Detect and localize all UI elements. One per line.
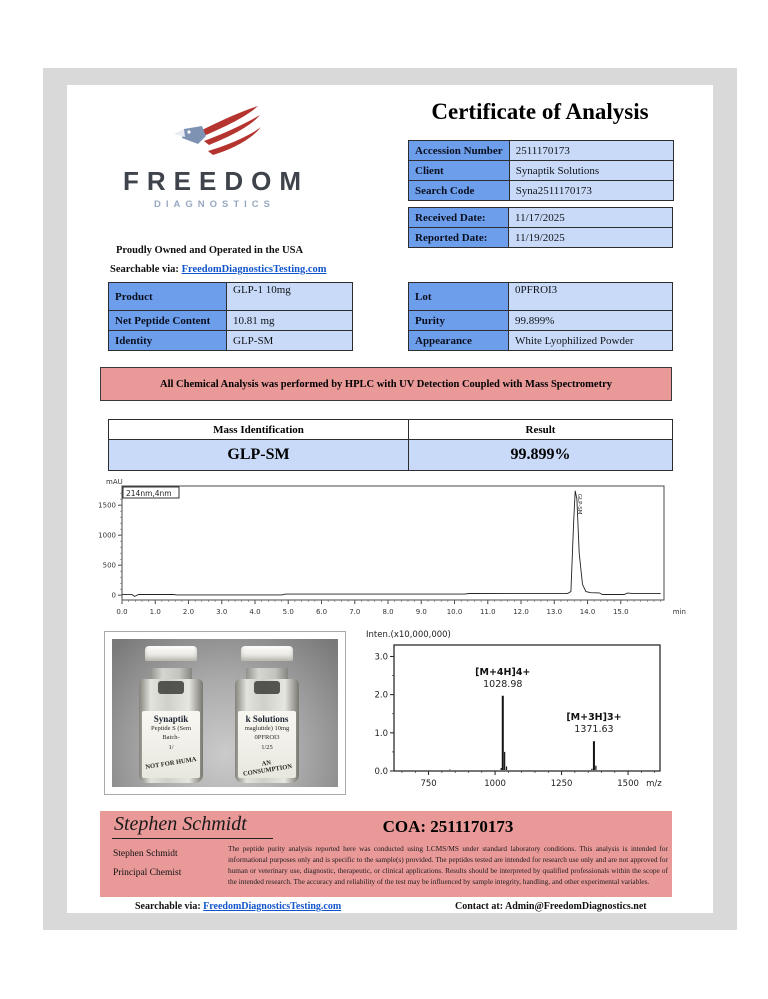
lot-value: 99.899% [509, 311, 673, 331]
svg-text:11.0: 11.0 [479, 608, 496, 616]
svg-text:0.0: 0.0 [374, 767, 388, 777]
lot-label: Purity [409, 311, 509, 331]
freedom-logo [122, 105, 309, 210]
svg-text:1250: 1250 [550, 779, 573, 789]
hplc-chromatogram [92, 476, 692, 626]
svg-text:min: min [672, 608, 686, 616]
info-value: Synaptik Solutions [509, 161, 673, 181]
lot-value: 0PFROI3 [509, 283, 673, 311]
lot-label: Lot [409, 283, 509, 311]
svg-text:2.0: 2.0 [182, 608, 195, 616]
vial-left [128, 646, 214, 784]
accession-info-table [408, 140, 674, 201]
vial-label-line: 1/25 [261, 743, 273, 751]
product-value: GLP-SM [227, 331, 353, 351]
mass-id-value: GLP-SM [109, 440, 409, 471]
vial-photo-background [112, 639, 338, 787]
svg-text:9.0: 9.0 [415, 608, 427, 616]
footer-contact-label: Contact at: [455, 901, 504, 912]
vial-cap [145, 646, 197, 661]
svg-text:10.0: 10.0 [446, 608, 463, 616]
footer-searchable-link[interactable]: FreedomDiagnosticsTesting.com [203, 901, 342, 912]
vial-label-line: NOT FOR HUMA [145, 756, 197, 772]
vial-body [235, 679, 299, 783]
eagle-stripes-icon [162, 105, 262, 161]
date-label: Received Date: [409, 208, 509, 228]
info-label: Accession Number [409, 141, 510, 161]
signatory-name: Stephen Schmidt [113, 849, 178, 859]
svg-text:1028.98: 1028.98 [483, 678, 523, 690]
svg-text:[M+4H]4+: [M+4H]4+ [475, 666, 531, 678]
mass-spectrum [358, 625, 684, 801]
page-title: Certificate of Analysis [431, 99, 649, 124]
vial-cap-rim [239, 660, 296, 668]
result-header: Result [409, 420, 673, 440]
date-value: 11/17/2025 [509, 208, 673, 228]
document-outer-frame [43, 68, 737, 930]
vial-stopper [158, 681, 184, 694]
vial-cap-rim [143, 660, 200, 668]
info-value: 2511170173 [509, 141, 673, 161]
date-value: 11/19/2025 [509, 228, 673, 248]
searchable-via-top [110, 264, 327, 275]
info-value: Syna2511170173 [509, 181, 673, 201]
svg-text:8.0: 8.0 [382, 608, 394, 616]
svg-text:214nm,4nm: 214nm,4nm [126, 489, 172, 498]
analysis-method-banner: All Chemical Analysis was performed by HPLC with UV Detection Coupled with Mass Spectrometry [100, 367, 672, 401]
vial-label-line: 0PFROI3 [254, 734, 280, 742]
svg-text:Inten.(x10,000,000): Inten.(x10,000,000) [366, 630, 451, 640]
svg-text:15.0: 15.0 [612, 608, 629, 616]
vial-label-line: maglutide) 10mg [244, 725, 290, 732]
footer-contact [455, 901, 647, 912]
vial-photo [104, 631, 346, 795]
lot-table [408, 282, 673, 351]
svg-text:0: 0 [111, 591, 116, 600]
product-label: Identity [109, 331, 227, 351]
vial-cap [241, 646, 293, 661]
vial-label-line: Peptide S (Sem [150, 725, 192, 732]
product-label: Product [109, 283, 227, 311]
product-value: GLP-1 10mg [227, 283, 353, 311]
svg-text:1500: 1500 [98, 501, 116, 510]
signatory-role: Principal Chemist [113, 868, 182, 878]
svg-text:1.0: 1.0 [149, 608, 161, 616]
svg-text:7.0: 7.0 [349, 608, 361, 616]
svg-text:3.0: 3.0 [374, 652, 388, 663]
svg-text:3.0: 3.0 [216, 608, 228, 616]
svg-text:500: 500 [102, 561, 116, 570]
coa-number: COA: 2511170173 [382, 817, 514, 836]
svg-text:14.0: 14.0 [579, 608, 596, 616]
mass-identification-table [108, 419, 673, 471]
disclaimer-text: The peptide purity analysis reported here was conducted using LCMS/MS under standard laboratory conditions. This analysis is intended for informational purposes only and is specific to the sample(s) provided. The peptides tested are intended for research use only and are not approved for human or veterinary use, diagnostic, therapeutic, or clinical applications. Results should be interpreted by qualified professionals within the scope of the intended research. The accuracy and reliability of the test may be influenced by sample integrity, handling, and other experimental variables. [228, 844, 668, 886]
svg-text:4.0: 4.0 [249, 608, 261, 616]
svg-text:1371.63: 1371.63 [574, 724, 614, 736]
svg-text:[M+3H]3+: [M+3H]3+ [566, 712, 622, 724]
svg-text:mAU: mAU [106, 478, 123, 486]
vial-label-line: Synaptik [153, 714, 189, 724]
document-page [67, 85, 713, 913]
vial-label [142, 711, 200, 778]
product-value: 10.81 mg [227, 311, 353, 331]
svg-text:0.0: 0.0 [116, 608, 128, 616]
svg-text:12.0: 12.0 [513, 608, 529, 616]
logo-brand-text: FREEDOM [123, 166, 309, 196]
searchable-label: Searchable via: [110, 264, 179, 275]
vial-label-line: AN CONSUMPTION [242, 759, 293, 778]
svg-text:750: 750 [420, 779, 437, 789]
signature-block [100, 811, 672, 897]
svg-text:13.0: 13.0 [546, 608, 563, 616]
result-value: 99.899% [409, 440, 673, 471]
lot-label: Appearance [409, 331, 509, 351]
svg-text:1000: 1000 [98, 531, 116, 540]
vial-label-line: 1/ [168, 743, 174, 751]
info-label: Client [409, 161, 510, 181]
mass-header: Mass Identification [109, 420, 409, 440]
lot-value: White Lyophilized Powder [509, 331, 673, 351]
footer-searchable-label: Searchable via: [135, 901, 201, 912]
vial-label-line: Batch- [162, 734, 180, 742]
svg-text:1000: 1000 [484, 779, 506, 789]
vial-label-line: k Solutions [245, 714, 289, 724]
info-label: Search Code [409, 181, 510, 201]
svg-text:1.0: 1.0 [374, 728, 388, 739]
searchable-link-top[interactable]: FreedomDiagnosticsTesting.com [181, 264, 327, 275]
footer-searchable [135, 901, 341, 912]
svg-text:6.0: 6.0 [315, 608, 328, 616]
logo-sub-text: DIAGNOSTICS [154, 199, 275, 210]
dates-table [408, 207, 673, 248]
tagline: Proudly Owned and Operated in the USA [115, 245, 304, 256]
vial-body [139, 679, 203, 783]
svg-text:m/z: m/z [646, 779, 662, 789]
svg-text:5.0: 5.0 [282, 608, 294, 616]
signature-script: Stephen Schmidt [112, 813, 273, 839]
date-label: Reported Date: [409, 228, 509, 248]
svg-text:2.0: 2.0 [374, 690, 388, 701]
product-label: Net Peptide Content [109, 311, 227, 331]
product-table [108, 282, 353, 351]
vial-label [238, 711, 296, 778]
svg-text:1500: 1500 [617, 779, 639, 789]
vial-right [224, 646, 310, 784]
vial-stopper [254, 681, 280, 694]
footer-contact-value: Admin@FreedomDiagnostics.net [505, 901, 647, 912]
svg-text:GLP-SM: GLP-SM [575, 493, 582, 515]
